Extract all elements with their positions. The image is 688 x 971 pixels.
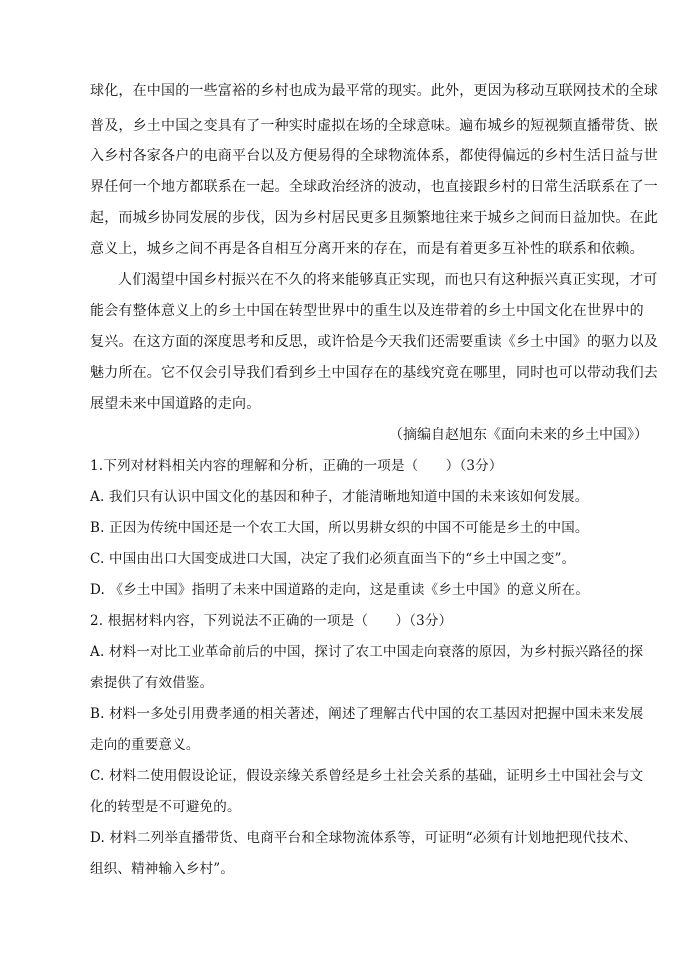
option-d: D. 《乡土中国》指明了未来中国道路的走向，这是重读《乡土中国》的意义所在。 — [90, 582, 590, 598]
text-line: 展望未来中国道路的走向。 — [90, 396, 261, 412]
text-line: 复兴。在这方面的深度思考和反思，或许恰是今天我们还需要重读《乡土中国》的驱力以及 — [90, 334, 658, 350]
question-stem: 2. 根据材料内容，下列说法不正确的一项是（ ）（3分） — [90, 613, 453, 629]
text-line: 魅力所在。它不仅会引导我们看到乡土中国存在的基线究竟在哪里，同时也可以带动我们去 — [90, 365, 658, 381]
text-line: 界任何一个地方都联系在一起。全球政治经济的波动，也直接跟乡村的日常生活联系在了一 — [90, 179, 658, 195]
option-c: C. 中国由出口大国变成进口大国，决定了我们必须直面当下的“乡土中国之变”。 — [90, 551, 576, 567]
option-b-continued: 走向的重要意义。 — [90, 737, 200, 753]
option-a-continued: 索提供了有效借鉴。 — [90, 675, 214, 691]
option-c: C. 材料二使用假设论证，假设亲缘关系曾经是乡土社会关系的基础，证明乡土中国社会与文 — [90, 768, 644, 784]
source-citation: （摘编自赵旭东《面向未来的乡土中国》） — [389, 427, 648, 443]
option-d: D. 材料二列举直播带货、电商平台和全球物流体系等，可证明“必须有计划地把现代技术、 — [90, 830, 638, 846]
question-stem: 1.下列对材料相关内容的理解和分析，正确的一项是（ ）（3分） — [90, 458, 503, 474]
text-line: 入乡村各家各户的电商平台以及方便易得的全球物流体系，都使得偏远的乡村生活日益与世 — [90, 148, 658, 164]
option-c-continued: 化的转型是不可避免的。 — [90, 799, 241, 815]
text-line: 起，而城乡协同发展的步伐，因为乡村居民更多且频繁地往来于城乡之间而日益加快。在此 — [90, 210, 658, 226]
text-line: 意义上，城乡之间不再是各自相互分离开来的存在，而是有着更多互补性的联系和依赖。 — [90, 241, 644, 257]
text-line: 球化，在中国的一些富裕的乡村也成为最平常的现实。此外，更因为移动互联网技术的全球 — [90, 83, 658, 99]
text-line: 人们渴望中国乡村振兴在不久的将来能够真正实现，而也只有这种振兴真正实现，才可 — [118, 272, 658, 288]
option-d-continued: 组织、精神输入乡村”。 — [90, 861, 235, 877]
option-b: B. 材料一多处引用费孝通的相关著述，阐述了理解古代中国的农工基因对把握中国未来发展 — [90, 706, 644, 722]
option-a: A. 我们只有认识中国文化的基因和种子，才能清晰地知道中国的未来该如何发展。 — [90, 489, 589, 505]
option-a: A. 材料一对比工业革命前后的中国，探讨了农工中国走向衰落的原因，为乡村振兴路径的探 — [90, 644, 644, 660]
text-line: 普及，乡土中国之变具有了一种实时虚拟在场的全球意味。遍布城乡的短视频直播带货、嵌 — [90, 118, 658, 134]
text-line: 能会有整体意义上的乡土中国在转型世界中的重生以及连带着的乡土中国文化在世界中的 — [90, 303, 644, 319]
option-b: B. 正因为传统中国还是一个农工大国，所以男耕女织的中国不可能是乡土的中国。 — [90, 520, 589, 536]
